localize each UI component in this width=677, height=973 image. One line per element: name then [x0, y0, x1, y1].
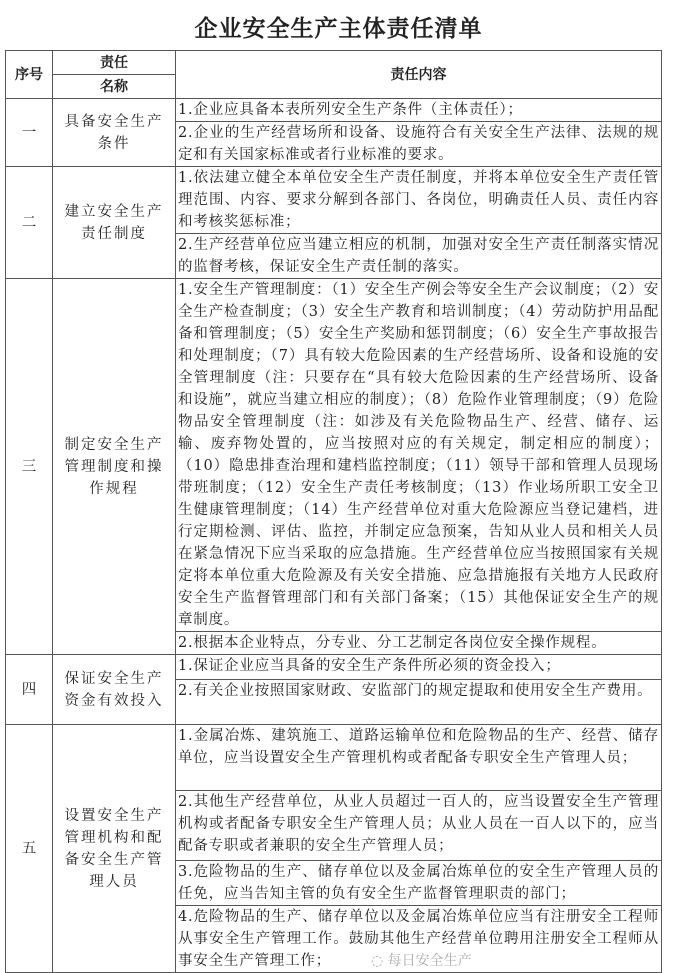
row-no: 三 — [6, 279, 53, 655]
row-name: 保证安全生产资金有效投入 — [53, 655, 176, 725]
content-item: 2.生产经营单位应当建立相应的机制，加强对安全生产责任制落实情况的监督考核，保证安全生产责任制的落实。 — [176, 234, 662, 279]
row-no: 一 — [6, 99, 53, 167]
page-title: 企业安全生产主体责任清单 — [194, 16, 483, 42]
header-content: 责任内容 — [176, 51, 662, 99]
content-item: 1.保证企业应当具备的安全生产条件所必须的资金投入； — [176, 655, 662, 680]
row-no: 五 — [6, 725, 53, 973]
header-no: 序号 — [6, 51, 53, 99]
content-item: 4.危险物品的生产、储存单位以及金属冶炼单位应当有注册安全工程师从事安全生产管理工作。鼓励其他生产经营单位聘用注册安全工程师从事安全生产管理工作； — [178, 909, 659, 969]
content-item: 1.金属冶炼、建筑施工、道路运输单位和危险物品的生产、经营、储存单位，应当设置安全生产管理机构或者配备专职安全生产管理人员； — [176, 725, 662, 791]
content-item: 2.企业的生产经营场所和设备、设施符合有关安全生产法律、法规的规定和有关国家标准或者行业标准的要求。 — [176, 122, 662, 167]
content-item: 1.依法建立健全本单位安全生产责任制度，并将本单位安全生产责任管理范围、内容、要求分解到各部门、各岗位，明确责任人员、责任内容和考核奖惩标准； — [176, 167, 662, 234]
header-name-bottom: 名称 — [53, 75, 176, 99]
row-no: 二 — [6, 167, 53, 279]
content-item: 3.危险物品的生产、储存单位以及金属冶炼单位的安全生产管理人员的任免，应当告知主管的负有安全生产监督管理职责的部门； — [176, 861, 662, 906]
watermark-text: 每日安全生产 — [387, 953, 472, 969]
content-item: 2.有关企业按照国家财政、安监部门的规定提取和使用安全生产费用。 — [176, 680, 662, 725]
row-name: 具备安全生产条件 — [53, 99, 176, 167]
content-item: 2.其他生产经营单位，从业人员超过一百人的，应当设置安全生产管理机构或者配备专职安全生产管理人员；从业人员在一百人以下的，应当配备专职或者兼职的安全生产管理人员； — [176, 791, 662, 861]
row-name: 制定安全生产管理制度和操作规程 — [53, 279, 176, 655]
wechat-icon: ◌ — [371, 953, 388, 969]
content-item-cell — [176, 906, 662, 973]
content-item: 2.根据本企业特点，分专业、分工艺制定各岗位安全操作规程。 — [176, 632, 662, 655]
row-name: 建立安全生产责任制度 — [53, 167, 176, 279]
row-name: 设置安全生产管理机构和配备安全生产管理人员 — [53, 725, 176, 973]
watermark — [371, 950, 472, 972]
content-item: 1.安全生产管理制度：（1）安全生产例会等安全生产会议制度；（2）安全生产检查制度；（3）安全生产教育和培训制度；（4）劳动防护用品配备和管理制度；（5）安全生产奖励和惩罚制度；（6）安全生产事故报告和处理制度；（7）具有较大危险因素的生产经营场所、设备和设施的安全管理制度（注：只要存在“具有较大危险因素的生产经营场所、设备和设施”，就应当建立相应的制度）；（8）危险作业管理制度；（9）危险物品安全管理制度（注：如涉及有关危险物品生产、经营、储存、运输、废弃物处置的，应当按照对应的有关规定，制定相应的制度）；（10）隐患排查治理和建档监控制度；（11）领导干部和管理人员现场带班制度；（12）安全生产责任考核制度；（13）作业场所职工安全卫生健康管理制度；（14）生产经营单位对重大危险源应当登记建档，进行定期检测、评估、监控，并制定应急预案，告知从业人员和相关人员在紧急情况下应当采取的应急措施。生产经营单位应当按照国家有关规定将本单位重大危险源及有关安全措施、应急措施报有关地方人民政府安全生产监督管理部门和有关部门备案；（15）其他保证安全生产的规章制度。 — [176, 279, 662, 632]
responsibility-table — [5, 50, 662, 973]
row-no: 四 — [6, 655, 53, 725]
header-name-top: 责任 — [53, 51, 176, 75]
content-item: 1.企业应具备本表所列安全生产条件（主体责任）； — [176, 99, 662, 122]
